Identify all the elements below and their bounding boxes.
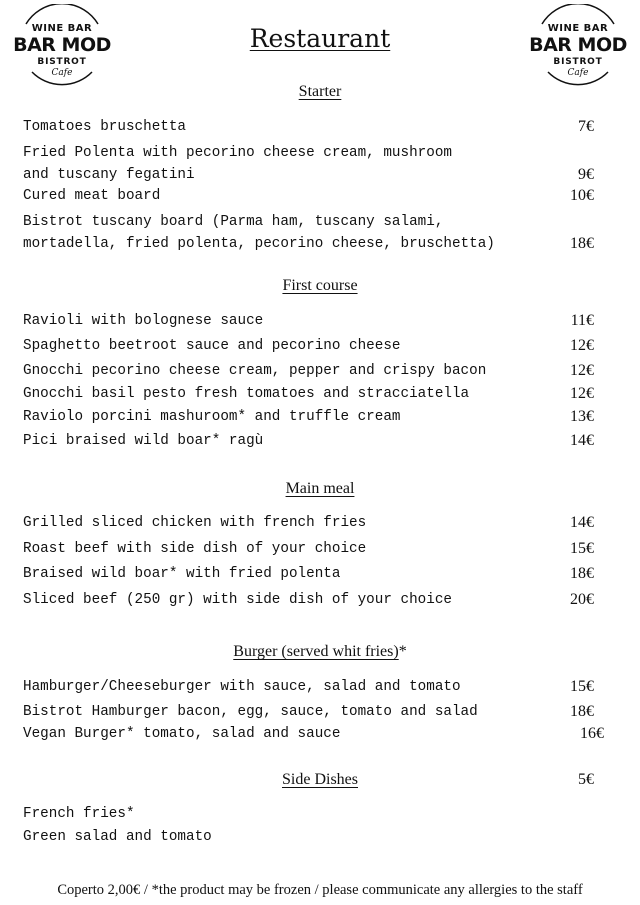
menu-item-price: 12€ [570, 362, 594, 379]
menu-item: Hamburger/Cheeseburger with sauce, salad and tomato [23, 679, 461, 695]
menu-item-price: 18€ [570, 703, 594, 720]
logo-bar-mod: BAR MOD [13, 34, 111, 56]
menu-item-price: 20€ [570, 591, 594, 608]
menu-item: Gnocchi pecorino cheese cream, pepper and crispy bacon [23, 363, 487, 379]
menu-item: Gnocchi basil pesto fresh tomatoes and stracciatella [23, 386, 470, 402]
logo-bistrot: BISTROT [37, 57, 87, 67]
section-title-text: First course [282, 277, 358, 294]
menu-item-price: 18€ [570, 235, 594, 252]
menu-item-price: 12€ [570, 385, 594, 402]
menu-item-price: 14€ [570, 514, 594, 531]
footer-note: Coperto 2,00€ / *the product may be frozen / please communicate any allergies to the staff [57, 882, 583, 898]
menu-item: French fries* [23, 806, 135, 822]
logo-bistrot: BISTROT [553, 57, 603, 67]
menu-item-price: 13€ [570, 408, 594, 425]
menu-item-price: 15€ [570, 540, 594, 557]
section-title-asterisk: * [398, 643, 407, 660]
menu-item: Grilled sliced chicken with french fries [23, 515, 367, 531]
menu-item-price: 15€ [570, 678, 594, 695]
menu-item-price: 16€ [580, 725, 604, 742]
menu-item-price: 14€ [570, 432, 594, 449]
section-title-text: Burger (served whit fries) [233, 643, 399, 660]
page-title [0, 24, 640, 53]
menu-item: Green salad and tomato [23, 829, 212, 845]
logo-wine-bar: WINE BAR [31, 23, 93, 34]
menu-item: Vegan Burger* tomato, salad and sauce [23, 726, 341, 742]
menu-item: Fried Polenta with pecorino cheese cream, mushroom and tuscany fegatini [23, 145, 452, 183]
menu-item-price: 9€ [578, 166, 594, 183]
menu-item: Raviolo porcini mashuroom* and truffle cream [23, 409, 401, 425]
logo-bar-mod: BAR MOD [529, 34, 627, 56]
menu-item: Bistrot tuscany board (Parma ham, tuscany salami, mortadella, fried polenta, pecorino cheese, bruschetta) [23, 214, 495, 252]
logo-cafe: Cafe [51, 68, 73, 78]
menu-item: Tomatoes bruschetta [23, 119, 187, 135]
section-title-text: Starter [298, 83, 342, 100]
menu-item: Roast beef with side dish of your choice [23, 541, 367, 557]
section-title-starter [0, 83, 640, 101]
section-title-burger [0, 643, 640, 661]
logo-cafe: Cafe [567, 68, 589, 78]
logo-wine-bar: WINE BAR [547, 23, 609, 34]
menu-item: Ravioli with bolognese sauce [23, 313, 264, 329]
section-title-main-meal [0, 480, 640, 498]
menu-item-price: 18€ [570, 565, 594, 582]
menu-item: Sliced beef (250 gr) with side dish of your choice [23, 592, 452, 608]
section-title-side-dishes [0, 771, 640, 789]
menu-item-price: 11€ [570, 312, 594, 329]
menu-item: Braised wild boar* with fried polenta [23, 566, 341, 582]
side-dishes-price: 5€ [578, 771, 594, 788]
menu-item: Pici braised wild boar* ragù [23, 433, 264, 449]
menu-item: Cured meat board [23, 188, 161, 204]
menu-item: Spaghetto beetroot sauce and pecorino cheese [23, 338, 401, 354]
section-title-text: Main meal [285, 480, 355, 497]
menu-item-price: 10€ [570, 187, 594, 204]
section-title-first-course [0, 277, 640, 295]
menu-item-price: 7€ [578, 118, 594, 135]
menu-item-price: 12€ [570, 337, 594, 354]
menu-item: Bistrot Hamburger bacon, egg, sauce, tomato and salad [23, 704, 478, 720]
page-title-text: Restaurant [249, 24, 391, 53]
section-title-text: Side Dishes [282, 771, 358, 788]
